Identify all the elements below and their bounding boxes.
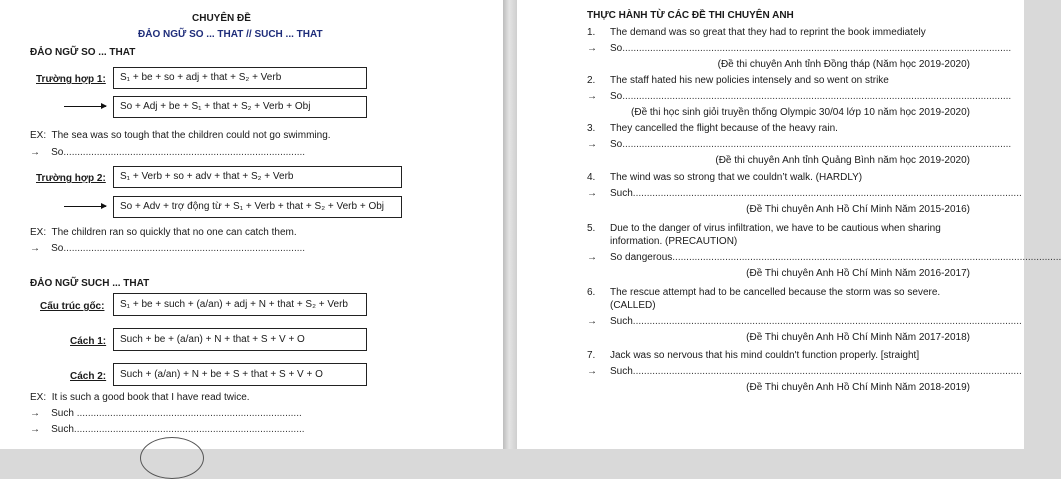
ex3-line: EX: It is such a good book that I have read twice.: [30, 392, 250, 403]
answer-start: Such: [610, 188, 633, 199]
practice-title: THỰC HÀNH TỪ CÁC ĐỀ THI CHUYÊN ANH: [587, 10, 794, 21]
origin-formula-box: [113, 293, 367, 316]
answer-line[interactable]: Such............................................................................................................................................: [610, 188, 1022, 199]
arrow-icon: →: [587, 91, 597, 102]
case2-inverted: So + Adv + trợ động từ + S₁ + Verb + that + S₂ + Verb + Obj: [120, 201, 385, 212]
question-source: (Đề Thi chuyên Anh Hồ Chí Minh Năm 2017-2018): [746, 332, 970, 343]
question-text: Jack was so nervous that his mind couldn't function properly. [straight]: [610, 350, 920, 361]
way2-formula: Such + (a/an) + N + be + S + that + S + V + O: [120, 368, 323, 380]
ex3-answer2-line: → Such...................................................................................: [30, 424, 305, 435]
arrow-icon: →: [30, 408, 40, 419]
question-text: The demand was so great that they had to reprint the book immediately: [610, 27, 926, 38]
question-number: 7.: [587, 350, 596, 361]
way1-formula-box: [113, 328, 367, 351]
case2-formula-box: [113, 166, 402, 188]
question-text: They cancelled the flight because of the heavy rain.: [610, 123, 838, 134]
arrow-icon: →: [587, 366, 597, 377]
case2-inverted-box: [113, 196, 402, 218]
arrow-right-icon: [64, 106, 106, 107]
arrow-icon: →: [587, 316, 597, 327]
case1-formula-box: [113, 67, 367, 89]
question-source: (Đề thi học sinh giỏi truyền thống Olympic 30/04 lớp 10 năm học 2019-2020): [631, 107, 970, 118]
question-number: 5.: [587, 223, 596, 234]
right-page: [517, 0, 1061, 449]
answer-line[interactable]: Such............................................................................................................................................: [610, 316, 1022, 327]
origin-label: Cấu trúc gốc:: [40, 301, 105, 312]
question-source: (Đề thi chuyên Anh tỉnh Quảng Bình năm học 2019-2020): [715, 155, 970, 166]
stamp-seal: [140, 437, 204, 479]
arrow-icon: →: [30, 147, 40, 158]
way2-formula-box: [113, 363, 367, 386]
question-source: (Đề thi chuyên Anh tỉnh Đồng tháp (Năm học 2019-2020): [717, 59, 970, 70]
answer-line[interactable]: Such............................................................................................................................................: [610, 366, 1022, 377]
question-text: The rescue attempt had to be cancelled because the storm was so severe.: [610, 287, 941, 298]
topic-subtitle: ĐẢO NGỮ SO ... THAT // SUCH ... THAT: [138, 29, 323, 40]
question-number: 2.: [587, 75, 596, 86]
way2-label: Cách 2:: [70, 371, 107, 382]
arrow-right-icon: [64, 206, 106, 207]
case1-formula: S₁ + be + so + adj + that + S₂ + Verb: [120, 72, 282, 83]
question-text-cont: (CALLED): [610, 300, 656, 311]
question-number: 6.: [587, 287, 596, 298]
question-number: 4.: [587, 172, 596, 183]
answer-start: So: [610, 91, 623, 102]
answer-start: Such: [610, 366, 633, 377]
question-number: 1.: [587, 27, 596, 38]
topic-title: CHUYÊN ĐỀ: [192, 13, 251, 24]
section-such-heading: ĐẢO NGỮ SUCH ... THAT: [30, 278, 150, 289]
question-text: Due to the danger of virus infiltration, we have to be cautious when sharing: [610, 223, 941, 234]
arrow-icon: →: [587, 188, 597, 199]
case1-inverted-box: [113, 96, 367, 118]
ex1-answer-line: → So.......................................................................................: [30, 147, 306, 158]
question-number: 3.: [587, 123, 596, 134]
answer-start: So: [610, 43, 623, 54]
question-source: (Đề Thi chuyên Anh Hồ Chí Minh Năm 2018-2019): [746, 382, 970, 393]
answer-line[interactable]: So............................................................................................................................................: [610, 139, 1012, 150]
answer-start: So: [610, 139, 623, 150]
ex3-answer1-line: → Such .................................................................................: [30, 408, 302, 419]
ex2-line: EX: The children ran so quickly that no one can catch them.: [30, 227, 297, 238]
case1-label: Trường hợp 1:: [36, 74, 106, 85]
question-text: The staff hated his new policies intensely and so went on strike: [610, 75, 889, 86]
case2-formula: S₁ + Verb + so + adv + that + S₂ + Verb: [120, 171, 294, 182]
arrow-icon: →: [587, 252, 597, 263]
question-source: (Đề Thi chuyên Anh Hồ Chí Minh Năm 2016-2017): [746, 268, 970, 279]
case1-inverted: So + Adj + be + S₁ + that + S₂ + Verb + Obj: [120, 101, 311, 112]
question-text-cont: information. (PRECAUTION): [610, 236, 738, 247]
section-so-heading: ĐẢO NGỮ SO ... THAT: [30, 47, 136, 58]
answer-start: So dangerous: [610, 252, 673, 263]
answer-line[interactable]: So............................................................................................................................................: [610, 91, 1012, 102]
answer-start: Such: [610, 316, 633, 327]
page-gutter: [503, 0, 517, 449]
arrow-icon: →: [30, 243, 40, 254]
answer-line[interactable]: So............................................................................................................................................: [610, 43, 1012, 54]
arrow-icon: →: [30, 424, 40, 435]
origin-formula: S₁ + be + such + (a/an) + adj + N + that + S₂ + Verb: [120, 298, 348, 310]
arrow-icon: →: [587, 43, 597, 54]
question-text: The wind was so strong that we couldn’t walk. (HARDLY): [610, 172, 863, 183]
way1-label: Cách 1:: [70, 336, 107, 347]
answer-line[interactable]: So dangerous............................................................................................................................................: [610, 252, 1061, 263]
left-page: [0, 0, 503, 449]
arrow-icon: →: [587, 139, 597, 150]
ex2-answer-line: → So.......................................................................................: [30, 243, 306, 254]
way1-formula: Such + be + (a/an) + N + that + S + V + O: [120, 333, 305, 345]
ex1-line: EX: The sea was so tough that the children could not go swimming.: [30, 130, 331, 141]
question-source: (Đề Thi chuyên Anh Hồ Chí Minh Năm 2015-2016): [746, 204, 970, 215]
case2-label: Trường hợp 2:: [36, 173, 106, 184]
